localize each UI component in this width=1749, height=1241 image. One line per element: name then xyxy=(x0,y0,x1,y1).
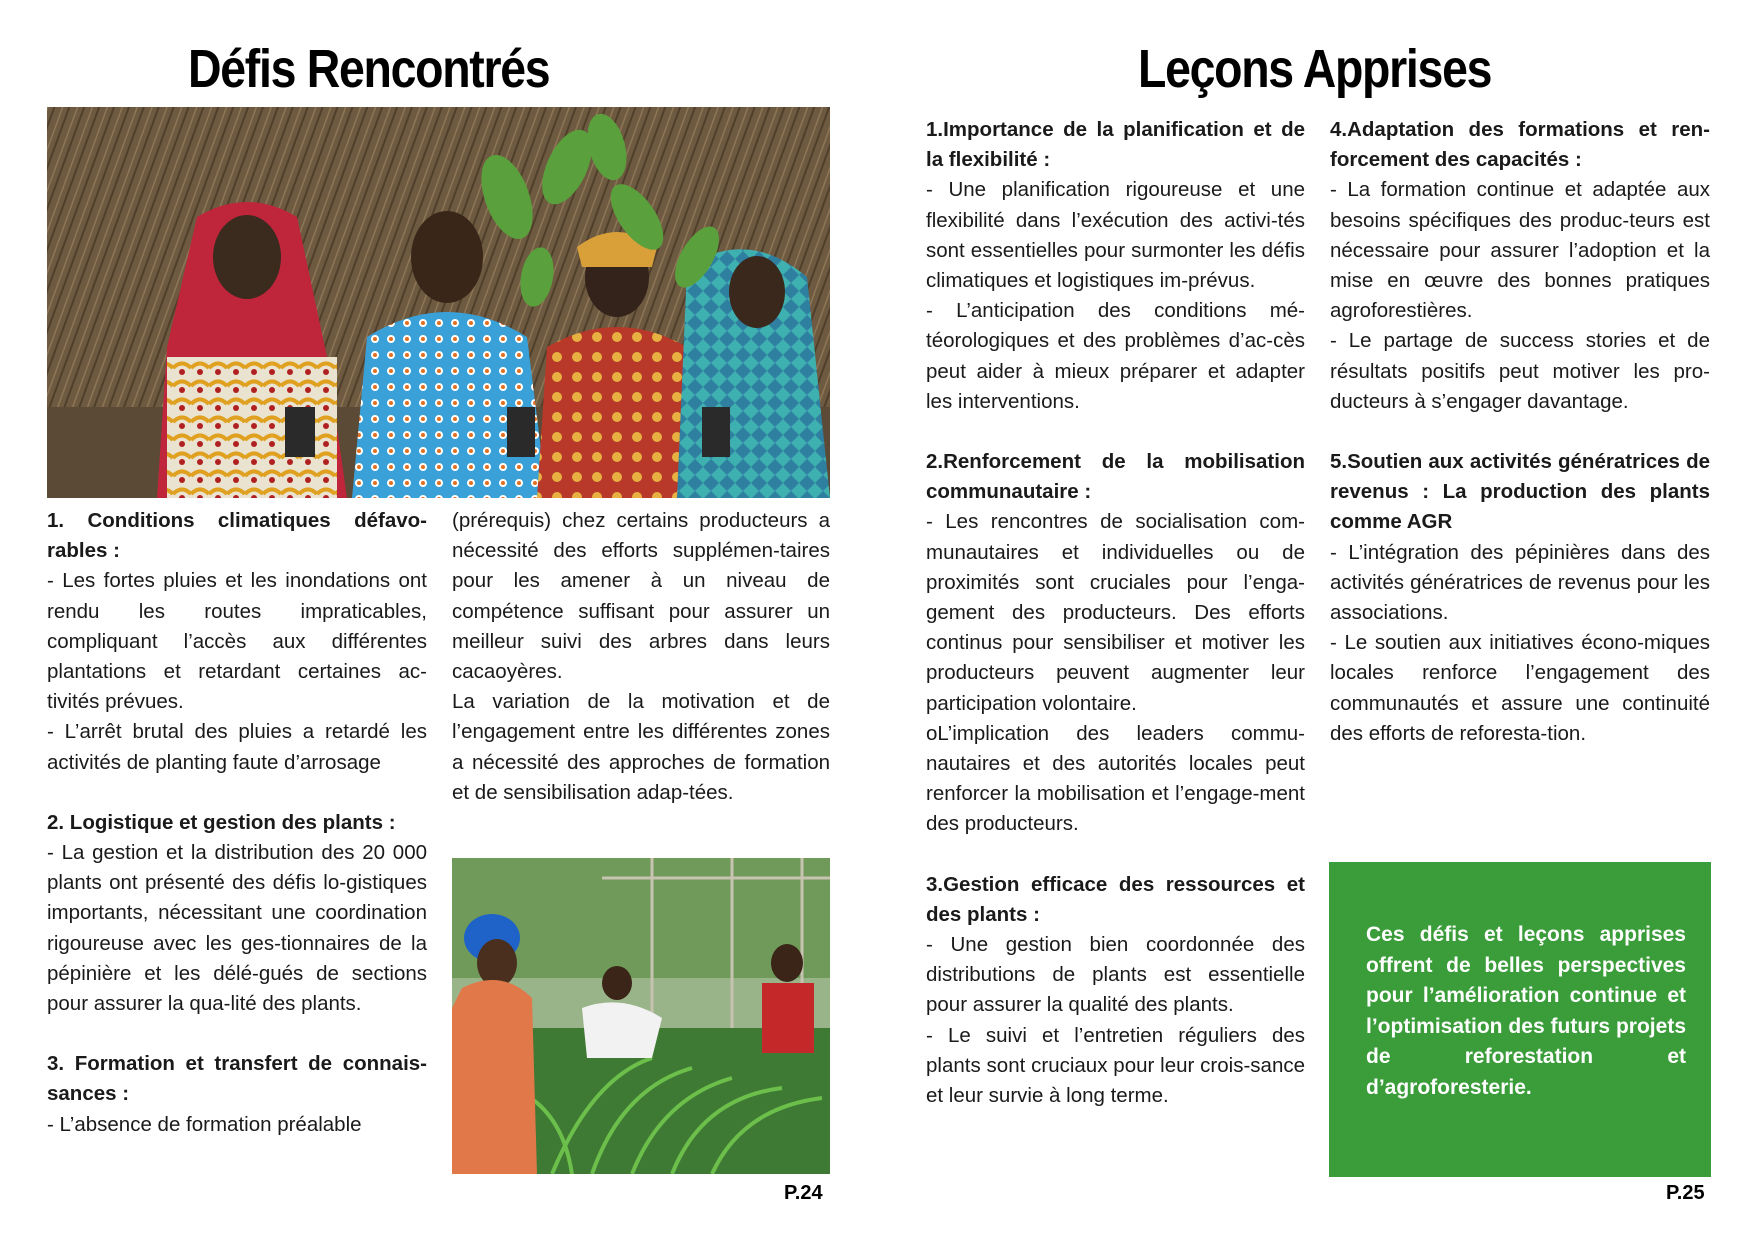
heading-soutien-agr: 5.Soutien aux activités génératrices de revenus : La production des plants comme AGR xyxy=(1330,450,1710,534)
paragraph: - Une planification rigoureuse et une flexibilité dans l’exécution des activi-tés sont essentielles pour surmonter les défis climatiques et logistiques im-prévus. xyxy=(926,178,1305,293)
paragraph: - L’anticipation des conditions mé-téorologiques et des problèmes d’ac-cès peut aider à mieux préparer et adapter les interventions. xyxy=(926,299,1305,413)
paragraph: - L’intégration des pépinières dans des activités génératrices de revenus pour les associations. xyxy=(1330,540,1710,625)
heading-conditions-climatiques: 1. Conditions climatiques défavo-rables : xyxy=(47,509,427,563)
heading-gestion-ressources: 3.Gestion efficace des ressources et des plants : xyxy=(926,872,1305,926)
heading-formation: 3. Formation et transfert de connais-sances : xyxy=(47,1052,427,1106)
heading-mobilisation: 2.Renforcement de la mobilisation communautaire : xyxy=(926,450,1305,504)
heading-logistique: 2. Logistique et gestion des plants : xyxy=(47,810,396,834)
right-column-2 xyxy=(1330,115,1710,749)
paragraph: - Le suivi et l’entretien réguliers des plants sont cruciaux pour leur crois-sance et leur survie à long terme. xyxy=(926,1023,1305,1108)
heading-adaptation-formations: 4.Adaptation des formations et ren-forcement des capacités : xyxy=(1330,118,1710,172)
left-column-2 xyxy=(452,506,830,808)
heading-planification: 1.Importance de la planification et de la flexibilité : xyxy=(926,118,1305,172)
paragraph: - Le partage de success stories et de résultats positifs peut motiver les pro-ducteurs à s’engager davantage. xyxy=(1330,329,1710,413)
photo-women-with-seedlings xyxy=(47,107,830,498)
paragraph: - Le soutien aux initiatives écono-miques locales renforce l’engagement des communautés et assure une continuité des efforts de reforesta-tion. xyxy=(1330,631,1710,745)
paragraph: - Les rencontres de socialisation com-munautaires et individuelles ou de proximités sont cruciales pour l’enga-gement des producteurs. Des efforts continus pour sensibiliser et motiver les producteurs peuvent augmenter leur participation volontaire. xyxy=(926,510,1305,715)
paragraph: - Les fortes pluies et les inondations ont rendu les routes impraticables, compliquant l’accès aux différentes plantations et retardant certaines ac-tivités prévues. xyxy=(47,569,427,714)
paragraph: - Une gestion bien coordonnée des distributions de plants est essentielle pour assurer la qualité des plants. xyxy=(926,933,1305,1017)
page-number-24: P.24 xyxy=(784,1182,823,1204)
right-column-1 xyxy=(926,115,1305,1111)
paragraph: La variation de la motivation et de l’engagement entre les différentes zones a nécessité des approches de formation et de sensibilisation adap-tées. xyxy=(452,690,830,804)
paragraph: - La gestion et la distribution des 20 000 plants ont présenté des défis lo-gistiques importants, nécessitant une coordination rigoureuse avec les ges-tionnaires de la pépinière et les délé-gués de sections pour assurer la qua-lité des plants. xyxy=(47,841,427,1016)
photo-nursery-workers xyxy=(452,858,830,1174)
paragraph: - L’absence de formation préalable xyxy=(47,1112,362,1136)
page-title-defis: Défis Rencontrés xyxy=(188,39,550,99)
page-number-25: P.25 xyxy=(1666,1182,1705,1204)
page-title-lecons: Leçons Apprises xyxy=(1138,39,1492,99)
paragraph: oL’implication des leaders commu-nautaires et des autorités locales peut renforcer la mobilisation et l’engage-ment des producteurs. xyxy=(926,721,1305,836)
left-column-1 xyxy=(47,506,427,1140)
callout-text: Ces défis et leçons apprises offrent de belles perspectives pour l’amélioration continue et l’optimisation des futurs projets de reforestation et d’agroforesterie. xyxy=(1366,923,1686,1099)
paragraph: (prérequis) chez certains producteurs a nécessité des efforts supplémen-taires pour les amener à un niveau de compétence suffisant pour assurer un meilleur suivi des arbres dans leurs cacaoyères. xyxy=(452,509,830,684)
paragraph: - La formation continue et adaptée aux besoins spécifiques des produc-teurs est nécessaire pour assurer l’adoption et la mise en œuvre des bonnes pratiques agroforestières. xyxy=(1330,178,1710,323)
paragraph: - L’arrêt brutal des pluies a retardé les activités de planting faute d’arrosage xyxy=(47,720,427,774)
